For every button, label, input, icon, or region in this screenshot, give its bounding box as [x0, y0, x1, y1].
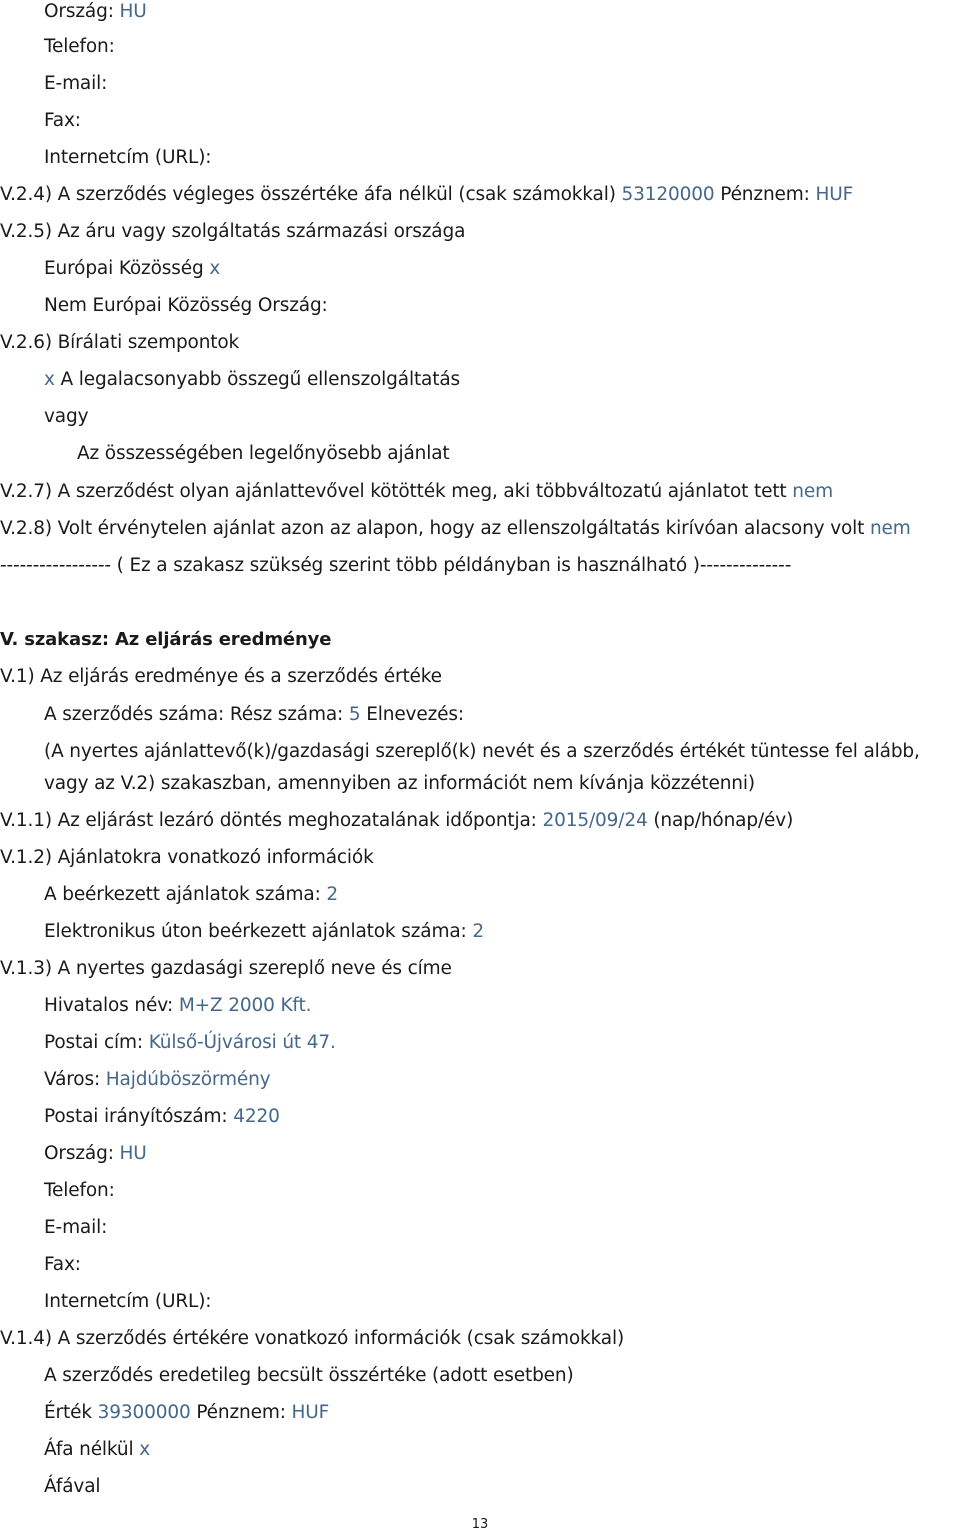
result-heading: V.1) Az eljárás eredménye és a szerződés értéke	[0, 666, 442, 687]
fax-label: Fax:	[44, 110, 81, 131]
contact-country-line: Ország: HU	[44, 1, 147, 22]
postcode-value: 4220	[233, 1106, 280, 1127]
winner-phone-label: Telefon:	[44, 1180, 115, 1201]
winner-email-label: E-mail:	[44, 1217, 108, 1238]
estimated-value: 39300000	[97, 1402, 191, 1423]
country-value: HU	[119, 1, 147, 22]
contract-number-line: A szerződés száma: Rész száma: 5 Elnevezés:	[44, 704, 464, 725]
origin-heading: V.2.5) Az áru vagy szolgáltatás származási országa	[0, 221, 466, 242]
lowest-price-line: x A legalacsonyabb összegű ellenszolgáltatás	[44, 369, 461, 390]
section-heading: V. szakasz: Az eljárás eredménye	[0, 629, 332, 650]
or-label: vagy	[44, 406, 89, 427]
offers-received-value: 2	[326, 884, 339, 905]
part-number-value: 5	[348, 704, 361, 725]
final-value: 53120000	[621, 184, 715, 205]
winner-note-line-1: (A nyertes ajánlattevő(k)/gazdasági szereplő(k) nevét és a szerződés értékét tüntesse fel alább,	[44, 741, 920, 762]
low-price-value: nem	[869, 518, 911, 539]
postcode-line: Postai irányítószám: 4220	[44, 1106, 280, 1127]
estimated-currency: HUF	[291, 1402, 330, 1423]
without-vat-mark: x	[139, 1439, 151, 1460]
electronic-offers-line: Elektronikus úton beérkezett ajánlatok száma: 2	[44, 921, 484, 942]
winner-fax-label: Fax:	[44, 1254, 81, 1275]
phone-label: Telefon:	[44, 36, 115, 57]
official-name-value: M+Z 2000 Kft.	[178, 995, 312, 1016]
best-value-line: Az összességében legelőnyösebb ajánlat	[77, 443, 450, 464]
estimated-value-line: Érték 39300000 Pénznem: HUF	[44, 1402, 330, 1423]
lowest-price-mark: x	[44, 369, 55, 390]
without-vat-line: Áfa nélkül x	[44, 1439, 151, 1460]
variant-offer-value: nem	[792, 481, 833, 502]
low-price-line: V.2.8) Volt érvénytelen ajánlat azon az alapon, hogy az ellenszolgáltatás kirívóan alacsony volt nem	[0, 518, 911, 539]
offers-heading: V.1.2) Ajánlatokra vonatkozó információk	[0, 847, 374, 868]
decision-date-line: V.1.1) Az eljárást lezáró döntés meghozatalának időpontja: 2015/09/24 (nap/hónap/év)	[0, 810, 794, 831]
postal-address-value: Külső-Újvárosi út 47.	[148, 1032, 336, 1053]
city-value: Hajdúböszörmény	[105, 1069, 271, 1090]
winner-country-value: HU	[119, 1143, 147, 1164]
city-line: Város: Hajdúböszörmény	[44, 1069, 271, 1090]
offers-received-line: A beérkezett ajánlatok száma: 2	[44, 884, 339, 905]
postal-address-line: Postai cím: Külső-Újvárosi út 47.	[44, 1032, 336, 1053]
eu-mark: x	[209, 258, 221, 279]
electronic-offers-value: 2	[472, 921, 484, 942]
variant-offer-line: V.2.7) A szerződést olyan ajánlattevővel kötötték meg, aki többváltozatú ajánlatot tett nem	[0, 481, 833, 502]
official-name-line: Hivatalos név: M+Z 2000 Kft.	[44, 995, 312, 1016]
criteria-heading: V.2.6) Bírálati szempontok	[0, 332, 240, 353]
currency-value: HUF	[815, 184, 854, 205]
winner-note-line-2: vagy az V.2) szakaszban, amennyiben az információt nem kívánja közzétenni)	[44, 773, 755, 794]
estimated-value-label: A szerződés eredetileg becsült összértéke (adott esetben)	[44, 1365, 574, 1386]
contract-value-heading: V.1.4) A szerződés értékére vonatkozó információk (csak számokkal)	[0, 1328, 625, 1349]
eu-line: Európai Közösség x	[44, 258, 221, 279]
final-value-line: V.2.4) A szerződés végleges összértéke áfa nélkül (csak számokkal) 53120000 Pénznem: HUF	[0, 184, 854, 205]
page-number: 13	[471, 1517, 489, 1532]
section-separator: ----------------- ( Ez a szakasz szükség szerint több példányban is használható )--------------	[0, 555, 792, 576]
url-label: Internetcím (URL):	[44, 147, 212, 168]
winner-url-label: Internetcím (URL):	[44, 1291, 212, 1312]
with-vat-label: Áfával	[44, 1476, 101, 1497]
non-eu-line: Nem Európai Közösség Ország:	[44, 295, 328, 316]
winner-heading: V.1.3) A nyertes gazdasági szereplő neve és címe	[0, 958, 452, 979]
email-label: E-mail:	[44, 73, 108, 94]
decision-date-value: 2015/09/24	[542, 810, 648, 831]
winner-country-line: Ország: HU	[44, 1143, 147, 1164]
